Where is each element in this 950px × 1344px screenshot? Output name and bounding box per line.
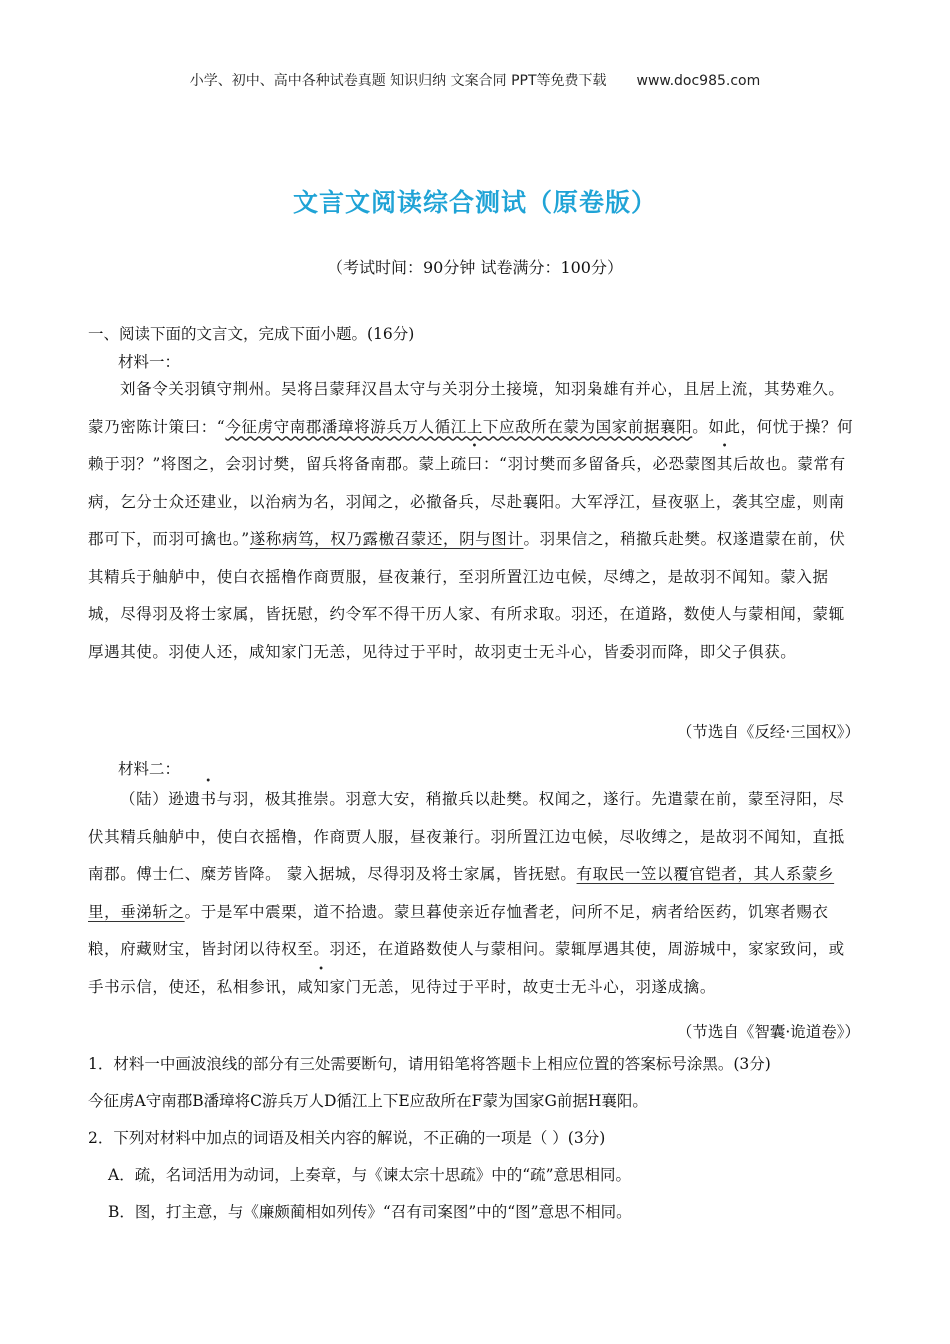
question-2-option-b: B．图，打主意，与《廉颇蔺相如列传》“召有司案图”中的“图”意思不相同。 xyxy=(108,1203,632,1221)
material1-text xyxy=(88,371,860,671)
text-run: 知家门无恙，见待过于平时，故吏士无斗心，羽遂成擒。 xyxy=(313,977,716,996)
text-run: 刘备令关羽镇守荆州。吴将吕蒙拜汉昌太守与关羽分土接境，知羽枭雄有并心，且居上流，其势难久。蒙乃密陈计策曰：“ xyxy=(88,380,845,436)
header-url[interactable]: www.doc985.com xyxy=(636,73,761,89)
text-run: （陆）逊 xyxy=(120,790,185,808)
dotted-char-xian: 咸 xyxy=(297,977,314,996)
material1-label: 材料一： xyxy=(118,353,181,371)
text-run: 。如此，何忧于操？何赖于羽？”将图之，会羽讨樊，留兵将备南郡。蒙上 xyxy=(88,417,854,473)
material2-source: （节选自《智囊·诡道卷》） xyxy=(676,1023,860,1041)
text-run: 。于是军中震栗，道不拾遗。蒙旦暮使亲近存恤耆老，问所不足，病者给医药，饥寒者赐衣粮，府藏财宝，皆封闭以待权至。羽还，在道路数使人与蒙相问。蒙辄厚遇其使，周游城中，家家致问，或手书示信，使还，私相参讯， xyxy=(88,902,845,996)
text-run: 曰：“羽讨樊而多留备兵，必恐蒙 xyxy=(466,455,701,473)
dotted-char-tu: 图 xyxy=(700,455,717,473)
header-text: 小学、初中、高中各种试卷真题 知识归纳 文案合同 PPT等免费下载 xyxy=(189,73,607,89)
material2-text xyxy=(88,781,860,1006)
exam-info: （考试时间：90分钟 试卷满分：100分） xyxy=(327,258,623,277)
text-run: 其后故也。蒙常有病，乞分士众还建业，以治病为名，羽闻之，必撤备兵，尽赴襄阳。大军浮江，昼夜驱上，袭其空虚，则南郡可下，而羽可擒也。” xyxy=(88,455,846,548)
material1-source: （节选自《反经·三国权》） xyxy=(676,723,860,741)
question-2-option-a: A．疏，名词活用为动词，上奏章，与《谏太宗十思疏》中的“疏”意思相同。 xyxy=(108,1166,632,1184)
question-1: 1．材料一中画波浪线的部分有三处需要断句，请用铅笔将答题卡上相应位置的答案标号涂黑。(3分) xyxy=(88,1055,771,1073)
page-title: 文言文阅读综合测试（原卷版） xyxy=(292,188,657,217)
page-header xyxy=(0,70,950,90)
question-2: 2．下列对材料中加点的词语及相关内容的解说，不正确的一项是（ ）(3分) xyxy=(88,1129,606,1147)
section-heading: 一、阅读下面的文言文，完成下面小题。(16分) xyxy=(88,325,415,343)
dotted-char-shu: 疏 xyxy=(450,455,467,473)
text-run: 书与羽，极其推崇。羽意大安，稍撤兵以赴樊。权闻之，遂行。先遣蒙在前，蒙至浔阳，尽伏其精兵舳舻中，使白衣摇橹，作商贾人服，昼夜兼行。羽所置江边屯候，尽收缚之，是故羽不闻知，直抵南郡。傅士仁、糜芳皆降。 蒙入据城，尽得羽及将士家属，皆抚慰。 xyxy=(88,790,845,883)
text-run: 。羽果信之，稍撤兵赴樊。权遂遣蒙在前，伏其精兵于舳舻中，使白衣摇橹作商贾服，昼夜兼行，至羽所置江边屯候，尽缚之，是故羽不闻知。蒙入据城，尽得羽及将士家属，皆抚慰，约令军不得干历人家、有所求取。羽还，在道路，数使人与蒙相闻，蒙辄厚遇其使。羽使人还，咸知家门无恙，见待过于平时，故羽吏士无斗心，皆委羽而降，即父子俱获。 xyxy=(88,530,846,661)
material2-label: 材料二： xyxy=(118,760,181,778)
underlined-passage-2: 有取民一笠以覆官铠者，其人系蒙乡里，垂涕斩之 xyxy=(88,865,835,921)
question-1-line: 今征虏A守南郡B潘璋将C游兵万人D循江上下E应敌所在F蒙为国家G前据H襄阳。 xyxy=(88,1092,648,1110)
wavy-underlined-passage: 今征虏守南郡潘璋将游兵万人循江上下应敌所在蒙为国家前据襄阳 xyxy=(225,417,693,436)
dotted-char-yi: 遗 xyxy=(184,790,201,808)
underlined-passage-1: 遂称病笃，权乃露檄召蒙还，阴与图计 xyxy=(249,530,524,548)
